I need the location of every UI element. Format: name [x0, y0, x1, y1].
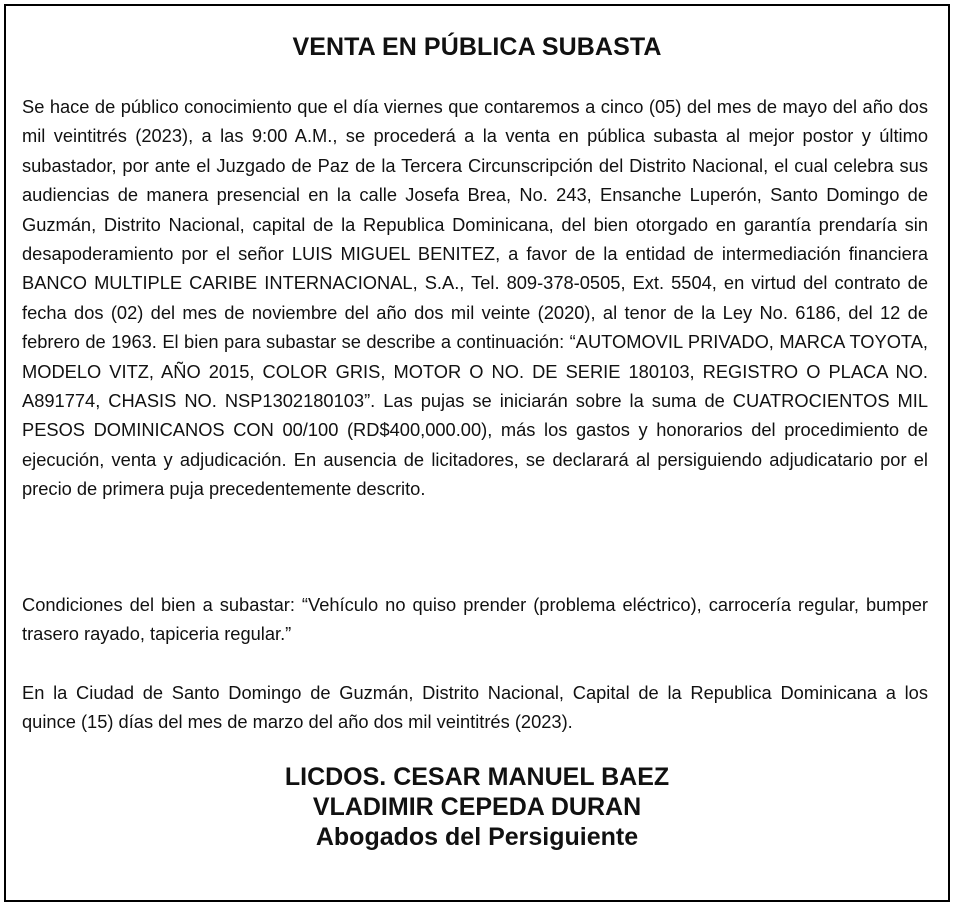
signature-role: Abogados del Persiguiente	[315, 823, 639, 851]
notice-paragraph-main: Se hace de público conocimiento que el día viernes que contaremos a cinco (05) del mes de mayo del año dos mil veintitrés (2023), a las 9:00 A.M., se procederá a la venta en pública subasta al mejor postor y último subastador, por ante el Juzgado de Paz de la Tercera Circunscripción del Distrito Nacional, el cual celebra sus audiencias de manera presencial en la calle Josefa Brea, No. 243, Ensanche Luperón, Santo Domingo de Guzmán, Distrito Nacional, capital de la Republica Dominicana, del bien otorgado en garantía prendaría sin desapoderamiento por el señor LUIS MIGUEL BENITEZ, a favor de la entidad de intermediación financiera BANCO MULTIPLE CARIBE INTERNACIONAL, S.A., Tel. 809-378-0505, Ext. 5504, en virtud del contrato de fecha dos (02) del mes de noviembre del año dos mil veinte (2020), al tenor de la Ley No. 6186, del 12 de febrero de 1963. El bien para subastar se describe a continuación: “AUTOMOVIL PRIVADO, MARCA TOYOTA, MODELO VITZ, AÑO 2015, COLOR GRIS, MOTOR O NO. DE SERIE 180103, REGISTRO O PLACA NO. A891774, CHASIS NO. NSP1302180103”. Las pujas se iniciarán sobre la suma de CUATROCIENTOS MIL PESOS DOMINICANOS CON 00/100 (RD$400,000.00), más los gastos y honorarios del procedimiento de ejecución, venta y adjudicación. En ausencia de licitadores, se declarará al persiguiendo adjudicatario por el precio de primera puja precedentemente descrito.	[22, 96, 928, 500]
notice-title: VENTA EN PÚBLICA SUBASTA	[292, 33, 662, 61]
notice-paragraph-conditions: Condiciones del bien a subastar: “Vehículo no quiso prender (problema eléctrico), carrocería regular, bumper trasero rayado, tapiceria regular.”	[22, 594, 928, 645]
notice-paragraph-date: En la Ciudad de Santo Domingo de Guzmán, Distrito Nacional, Capital de la Republica Dominicana a los quince (15) días del mes de marzo del año dos mil veintitrés (2023).	[22, 682, 928, 733]
notice-frame	[4, 4, 950, 902]
signature-line-2: VLADIMIR CEPEDA DURAN	[312, 793, 642, 821]
signature-line-1: LICDOS. CESAR MANUEL BAEZ	[284, 763, 670, 791]
